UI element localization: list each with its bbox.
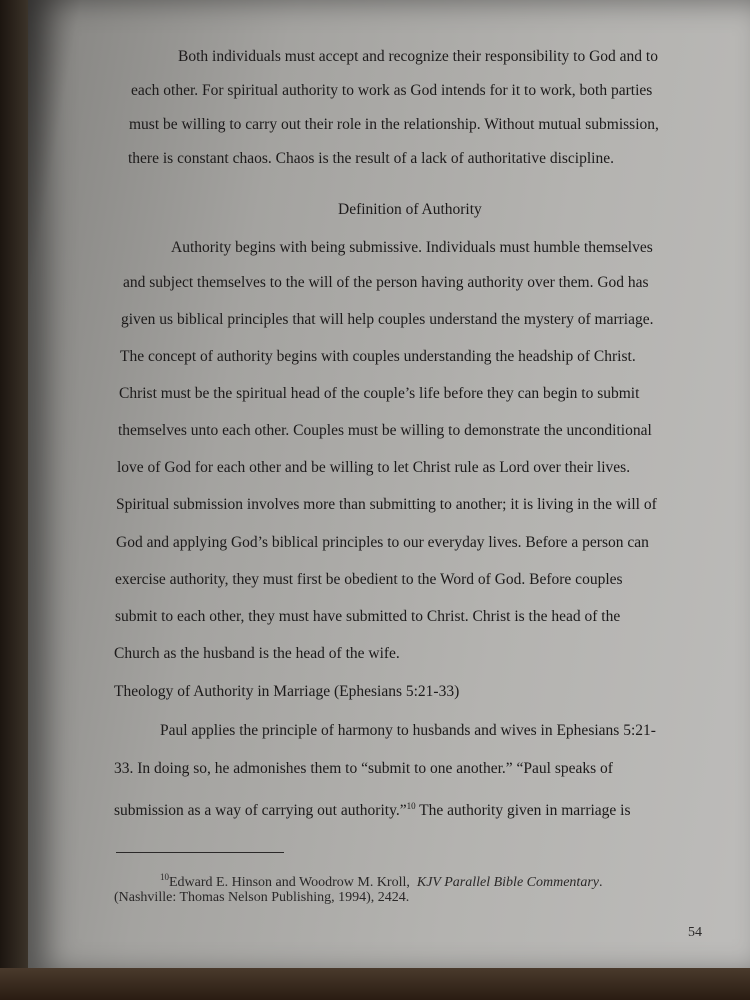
paragraph-line: each other. For spiritual authority to work as God intends for it to work, both parties [131, 82, 653, 99]
paragraph-line: and subject themselves to the will of the person having authority over them. God has [123, 274, 649, 291]
footnote-line [160, 872, 602, 891]
section-subheading: Theology of Authority in Marriage (Ephesians 5:21-33) [114, 683, 460, 700]
paragraph-line: themselves unto each other. Couples must be willing to demonstrate the unconditional [118, 422, 652, 439]
paragraph-line: Spiritual submission involves more than submitting to another; it is living in the will of [116, 496, 657, 513]
paragraph-line: there is constant chaos. Chaos is the result of a lack of authoritative discipline. [128, 150, 614, 167]
footnote-line: (Nashville: Thomas Nelson Publishing, 1994), 2424. [114, 890, 410, 905]
paragraph-line: Church as the husband is the head of the wife. [114, 645, 400, 662]
paragraph-line: 33. In doing so, he admonishes them to “submit to one another.” “Paul speaks of [114, 760, 613, 777]
footnote-book-title: KJV Parallel Bible Commentary [416, 875, 599, 890]
paragraph-line: God and applying God’s biblical principles to our everyday lives. Before a person can [116, 534, 649, 551]
book-page [28, 0, 750, 975]
section-heading: Definition of Authority [338, 201, 482, 218]
footnote-divider [116, 852, 284, 853]
paragraph-line [114, 796, 631, 821]
paragraph-line: given us biblical principles that will help couples understand the mystery of marriage. [121, 311, 654, 328]
paragraph-line: love of God for each other and be willing to let Christ rule as Lord over their lives. [117, 459, 631, 476]
page-bottom-edge [0, 968, 750, 1000]
page-number: 54 [688, 925, 702, 940]
paragraph-line: Both individuals must accept and recognize their responsibility to God and to [178, 48, 658, 65]
footnote-reference: 10 [406, 801, 416, 811]
paragraph-line: Authority begins with being submissive. Individuals must humble themselves [171, 239, 653, 256]
paragraph-line: submit to each other, they must have submitted to Christ. Christ is the head of the [115, 608, 621, 625]
paragraph-line: must be willing to carry out their role in the relationship. Without mutual submission, [129, 116, 659, 133]
footnote-number: 10 [160, 872, 169, 882]
paragraph-line: Christ must be the spiritual head of the couple’s life before they can begin to submit [119, 385, 640, 402]
footnote-text: Edward E. Hinson and Woodrow M. Kroll, [169, 875, 410, 890]
paragraph-text: submission as a way of carrying out authority.” [114, 802, 407, 819]
paragraph-text: The authority given in marriage is [415, 802, 631, 819]
paragraph-line: exercise authority, they must first be obedient to the Word of God. Before couples [115, 571, 623, 588]
footnote-text: . [598, 875, 603, 890]
paragraph-line: The concept of authority begins with couples understanding the headship of Christ. [120, 348, 636, 365]
paragraph-line: Paul applies the principle of harmony to husbands and wives in Ephesians 5:21- [160, 722, 656, 739]
